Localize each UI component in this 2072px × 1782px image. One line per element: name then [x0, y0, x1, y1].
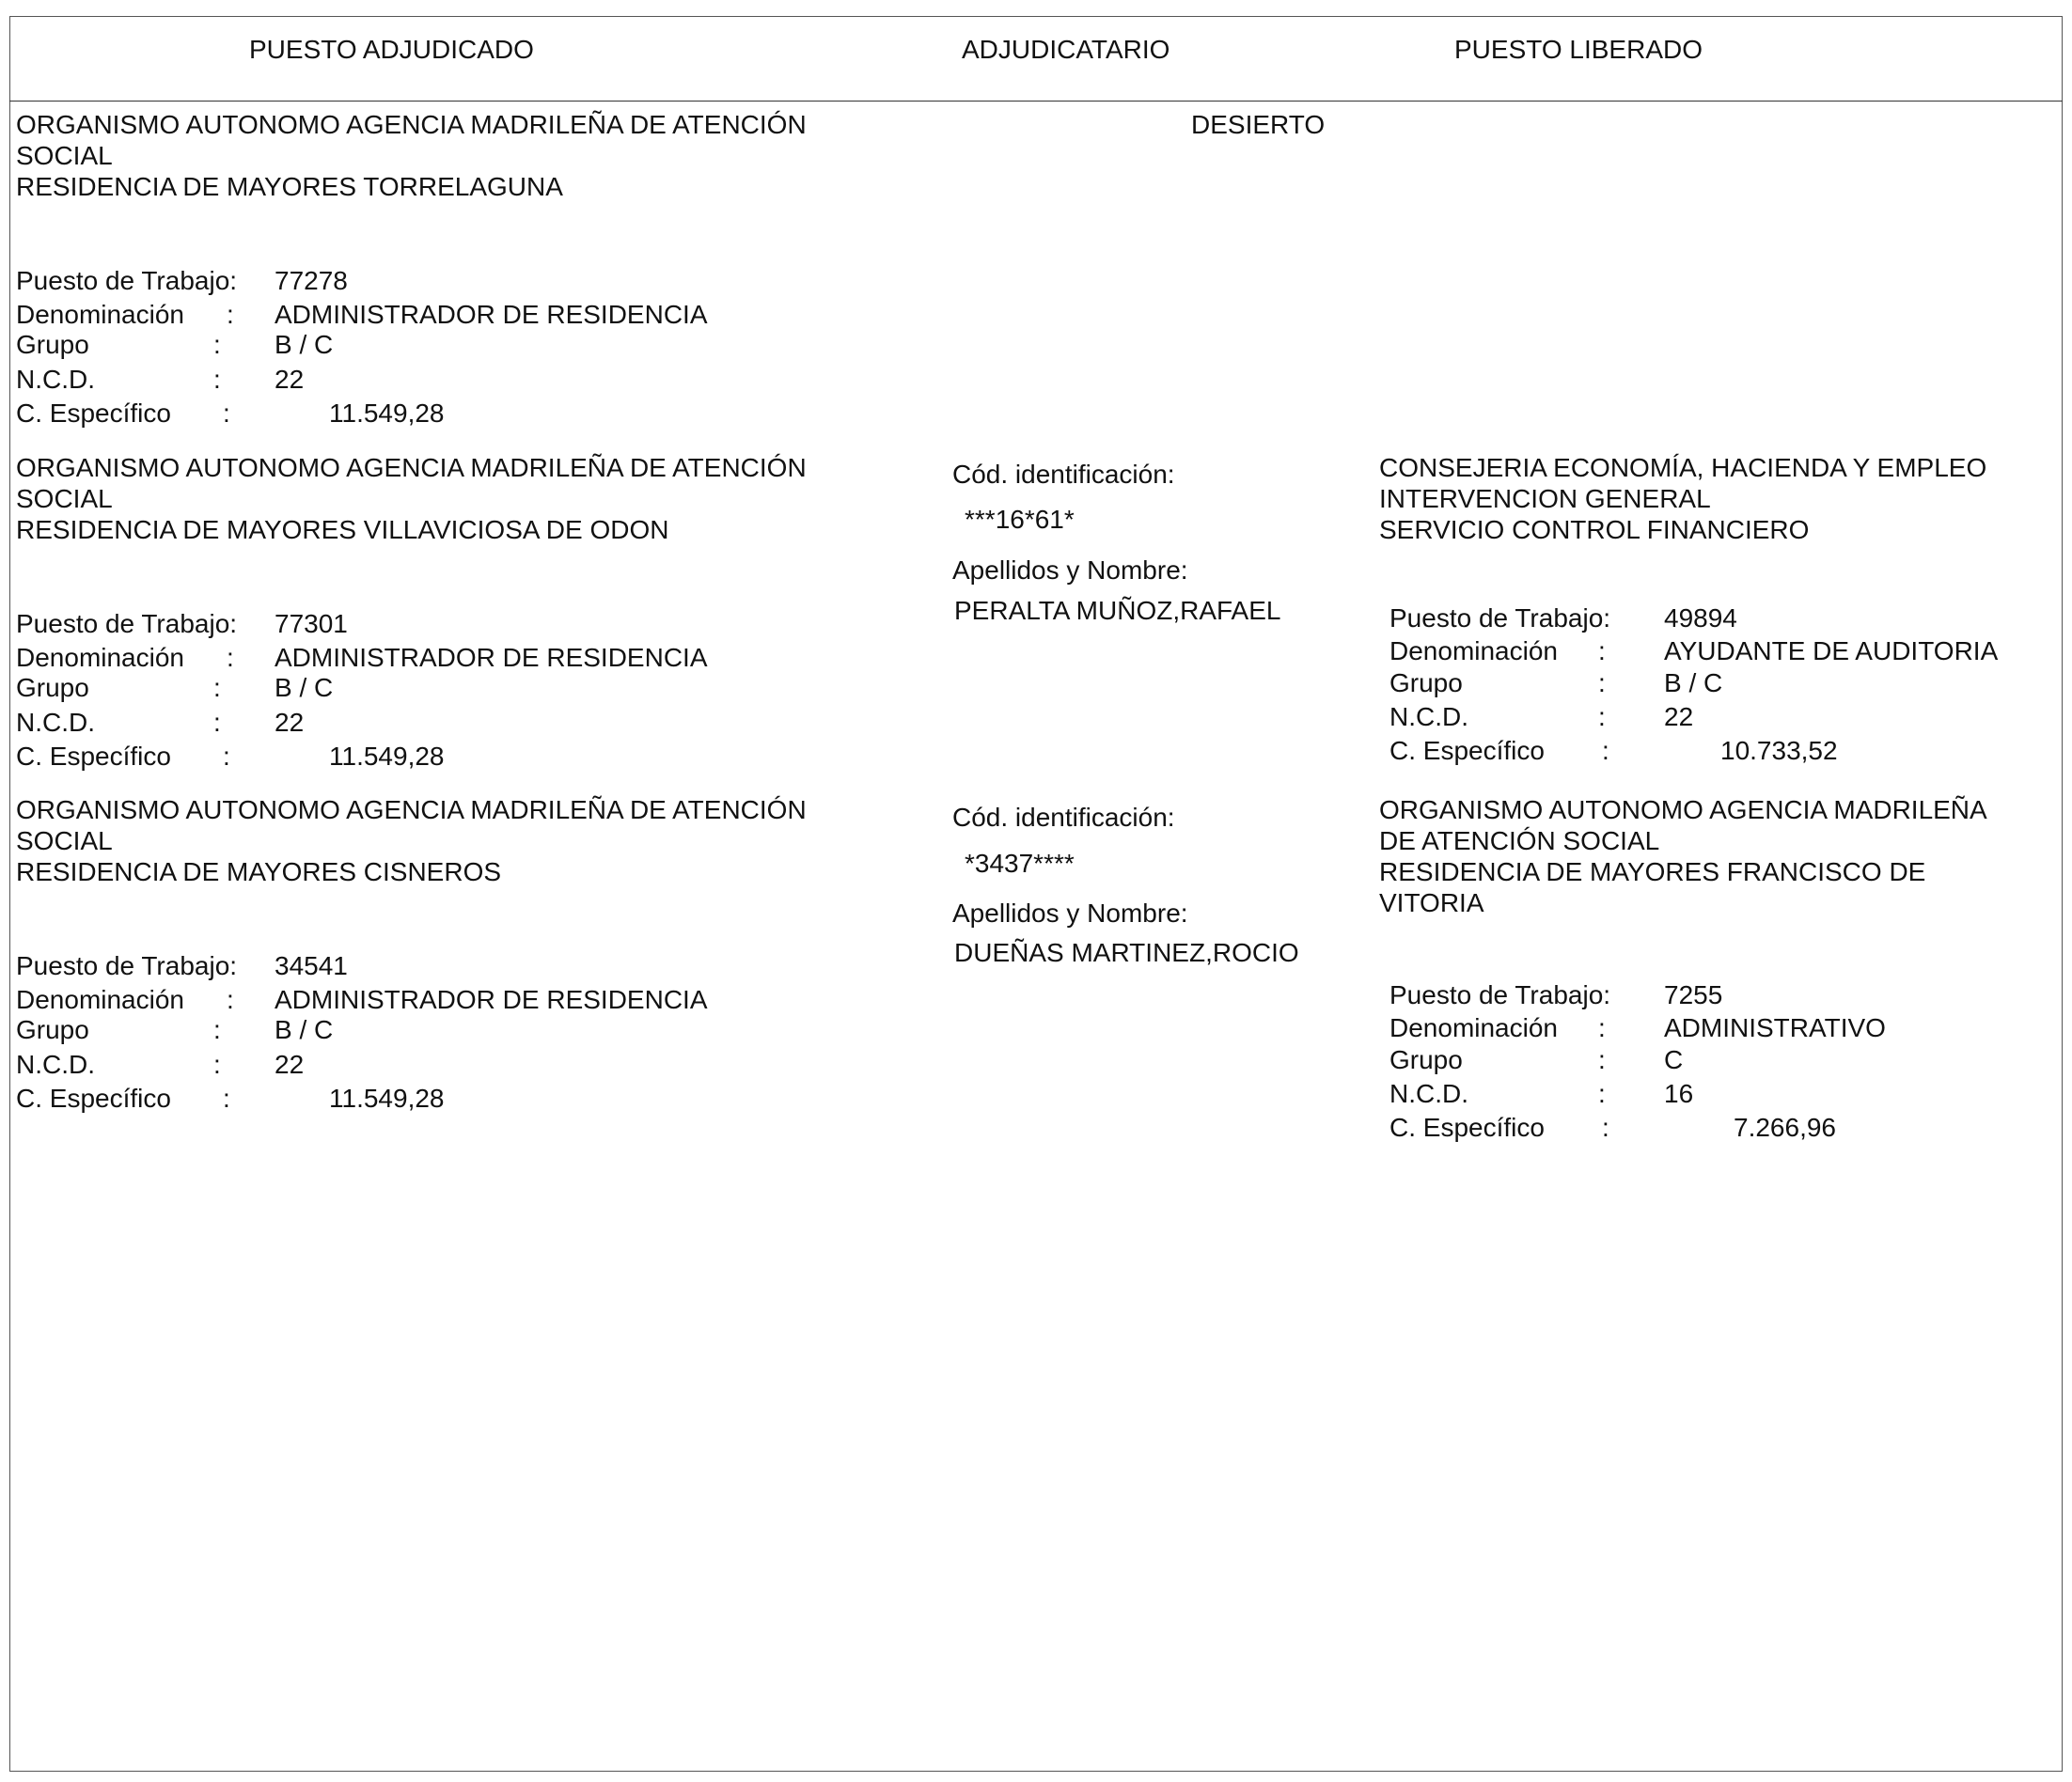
- row3-liberado-org: [1379, 794, 1987, 918]
- ncd-label: N.C.D.: [16, 708, 95, 737]
- row2-cod-value: ***16*61*: [965, 505, 1075, 534]
- grupo-label: Grupo: [1389, 668, 1463, 697]
- header-puesto-adjudicado: PUESTO ADJUDICADO: [249, 35, 534, 64]
- org-line: RESIDENCIA DE MAYORES FRANCISCO DE: [1379, 857, 1926, 886]
- denominacion-colon: :: [1598, 1013, 1606, 1042]
- grupo-value: B / C: [275, 330, 334, 359]
- row3-apellidos-label: Apellidos y Nombre:: [952, 899, 1188, 928]
- puesto-value: 77278: [275, 266, 348, 295]
- especifico-label: C. Específico: [1389, 736, 1545, 765]
- grupo-colon: :: [213, 673, 221, 702]
- denominacion-colon: :: [227, 300, 234, 329]
- row1-adjudicado-org: [16, 109, 807, 202]
- denominacion-value: ADMINISTRADOR DE RESIDENCIA: [275, 300, 708, 329]
- ncd-label: N.C.D.: [16, 365, 95, 394]
- especifico-label: C. Específico: [1389, 1113, 1545, 1142]
- especifico-colon: :: [223, 742, 230, 771]
- grupo-colon: :: [1598, 1045, 1606, 1074]
- especifico-colon: :: [223, 1084, 230, 1113]
- grupo-label: Grupo: [16, 330, 89, 359]
- especifico-value: 11.549,28: [329, 742, 445, 771]
- row3-cod-value: *3437****: [965, 849, 1075, 878]
- especifico-label: C. Específico: [16, 399, 171, 428]
- org-line: INTERVENCION GENERAL: [1379, 484, 1711, 513]
- grupo-label: Grupo: [16, 1015, 89, 1044]
- ncd-value: 22: [275, 1050, 305, 1079]
- ncd-colon: :: [213, 365, 221, 394]
- puesto-value: 34541: [275, 951, 348, 980]
- denominacion-value: ADMINISTRADOR DE RESIDENCIA: [275, 643, 708, 672]
- puesto-value: 7255: [1664, 980, 1723, 1009]
- especifico-colon: :: [223, 399, 230, 428]
- denominacion-label: Denominación: [16, 300, 184, 329]
- org-line: RESIDENCIA DE MAYORES TORRELAGUNA: [16, 172, 563, 201]
- row2-cod-label: Cód. identificación:: [952, 460, 1175, 489]
- org-line: SOCIAL: [16, 484, 113, 513]
- ncd-colon: :: [213, 708, 221, 737]
- org-line: SERVICIO CONTROL FINANCIERO: [1379, 515, 1810, 544]
- especifico-colon: :: [1602, 1113, 1609, 1142]
- denominacion-label: Denominación: [16, 985, 184, 1014]
- denominacion-colon: :: [227, 643, 234, 672]
- especifico-value: 11.549,28: [329, 399, 445, 428]
- row1-adjudicado-details: [16, 265, 862, 434]
- puesto-value: 49894: [1664, 603, 1737, 633]
- row3-adjudicado-org: [16, 794, 807, 887]
- header-adjudicatario: ADJUDICATARIO: [962, 35, 1170, 64]
- denominacion-colon: :: [1598, 636, 1606, 665]
- row3-nombre-value: DUEÑAS MARTINEZ,ROCIO: [954, 938, 1299, 967]
- grupo-value: C: [1664, 1045, 1684, 1074]
- grupo-value: B / C: [275, 1015, 334, 1044]
- denominacion-label: Denominación: [16, 643, 184, 672]
- header-puesto-liberado: PUESTO LIBERADO: [1454, 35, 1703, 64]
- especifico-colon: :: [1602, 736, 1609, 765]
- denominacion-colon: :: [227, 985, 234, 1014]
- row2-nombre-value: PERALTA MUÑOZ,RAFAEL: [954, 596, 1281, 625]
- puesto-label: Puesto de Trabajo:: [16, 951, 238, 980]
- denominacion-label: Denominación: [1389, 1013, 1558, 1042]
- header-divider: [9, 101, 2063, 102]
- especifico-label: C. Específico: [16, 1084, 171, 1113]
- grupo-colon: :: [213, 1015, 221, 1044]
- org-line: ORGANISMO AUTONOMO AGENCIA MADRILEÑA DE ATENCIÓN: [16, 110, 807, 139]
- row1-desierto: DESIERTO: [1191, 110, 1326, 139]
- denominacion-value: ADMINISTRADOR DE RESIDENCIA: [275, 985, 708, 1014]
- denominacion-value: ADMINISTRATIVO: [1664, 1013, 1886, 1042]
- denominacion-label: Denominación: [1389, 636, 1558, 665]
- grupo-label: Grupo: [1389, 1045, 1463, 1074]
- grupo-value: B / C: [275, 673, 334, 702]
- row2-adjudicado-org: [16, 452, 807, 545]
- org-line: CONSEJERIA ECONOMÍA, HACIENDA Y EMPLEO: [1379, 453, 1987, 482]
- ncd-value: 16: [1664, 1079, 1694, 1108]
- org-line: DE ATENCIÓN SOCIAL: [1379, 826, 1660, 855]
- grupo-colon: :: [213, 330, 221, 359]
- org-line: ORGANISMO AUTONOMO AGENCIA MADRILEÑA DE ATENCIÓN: [16, 453, 807, 482]
- row2-liberado-org: [1379, 452, 1986, 545]
- ncd-value: 22: [275, 365, 305, 394]
- ncd-label: N.C.D.: [1389, 1079, 1468, 1108]
- row3-adjudicado-details: [16, 950, 862, 1119]
- puesto-label: Puesto de Trabajo:: [1389, 980, 1611, 1009]
- row3-cod-label: Cód. identificación:: [952, 803, 1175, 832]
- org-line: SOCIAL: [16, 141, 113, 170]
- ncd-value: 22: [1664, 702, 1694, 731]
- puesto-label: Puesto de Trabajo:: [16, 609, 238, 638]
- puesto-label: Puesto de Trabajo:: [16, 266, 238, 295]
- ncd-label: N.C.D.: [1389, 702, 1468, 731]
- denominacion-value: AYUDANTE DE AUDITORIA: [1664, 636, 1999, 665]
- grupo-label: Grupo: [16, 673, 89, 702]
- ncd-colon: :: [1598, 1079, 1606, 1108]
- especifico-value: 7.266,96: [1734, 1113, 1836, 1142]
- especifico-label: C. Específico: [16, 742, 171, 771]
- org-line: RESIDENCIA DE MAYORES VILLAVICIOSA DE ODON: [16, 515, 669, 544]
- especifico-value: 10.733,52: [1720, 736, 1838, 765]
- puesto-value: 77301: [275, 609, 348, 638]
- org-line: VITORIA: [1379, 888, 1484, 917]
- org-line: SOCIAL: [16, 826, 113, 855]
- grupo-value: B / C: [1664, 668, 1723, 697]
- grupo-colon: :: [1598, 668, 1606, 697]
- row2-apellidos-label: Apellidos y Nombre:: [952, 555, 1188, 585]
- row2-liberado-details: [1389, 602, 2048, 772]
- puesto-label: Puesto de Trabajo:: [1389, 603, 1611, 633]
- ncd-colon: :: [213, 1050, 221, 1079]
- row3-liberado-details: [1389, 979, 2048, 1149]
- ncd-label: N.C.D.: [16, 1050, 95, 1079]
- org-line: RESIDENCIA DE MAYORES CISNEROS: [16, 857, 502, 886]
- ncd-colon: :: [1598, 702, 1606, 731]
- org-line: ORGANISMO AUTONOMO AGENCIA MADRILEÑA DE ATENCIÓN: [16, 795, 807, 824]
- row2-adjudicado-details: [16, 608, 862, 777]
- especifico-value: 11.549,28: [329, 1084, 445, 1113]
- org-line: ORGANISMO AUTONOMO AGENCIA MADRILEÑA: [1379, 795, 1987, 824]
- ncd-value: 22: [275, 708, 305, 737]
